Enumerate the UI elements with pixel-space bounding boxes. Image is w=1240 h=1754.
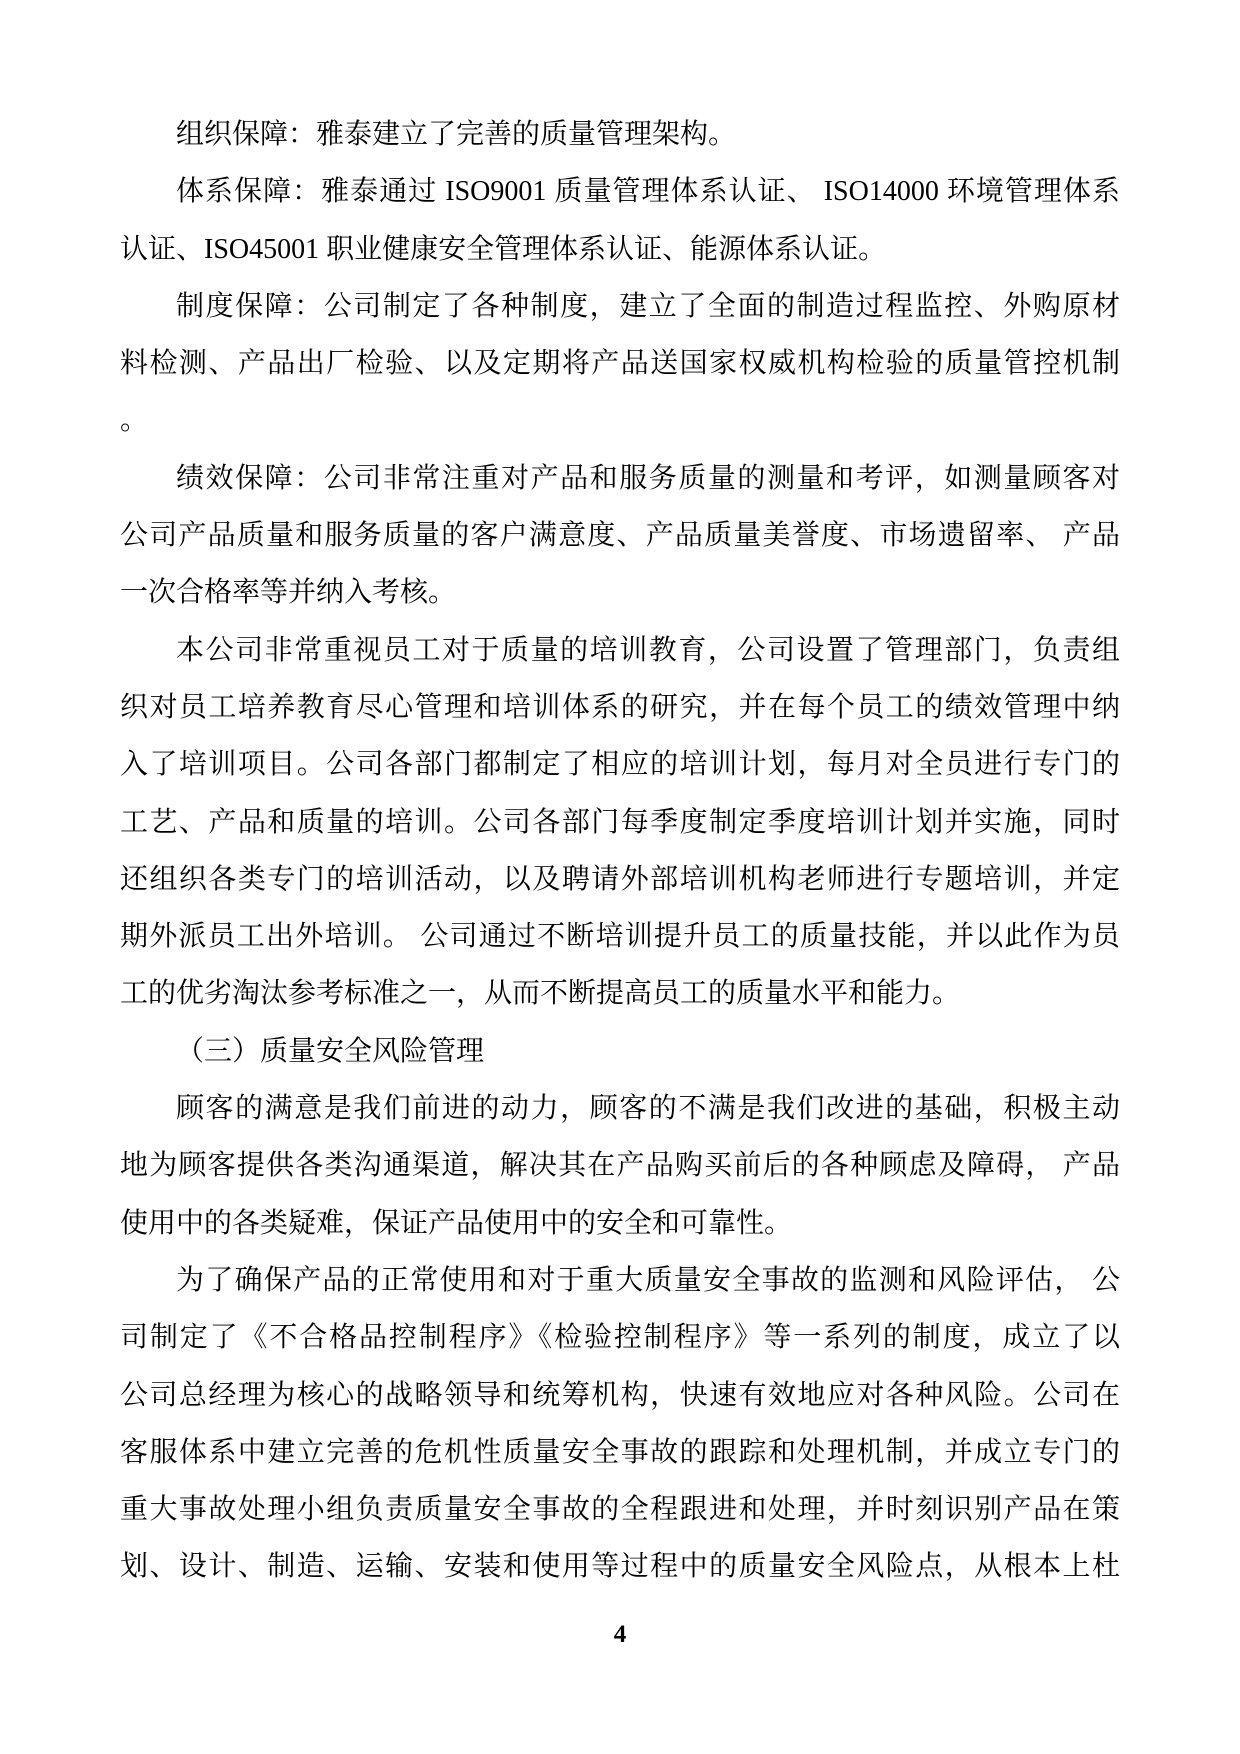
text-line: 还组织各类专门的培训活动，以及聘请外部培训机构老师进行专题培训，并定 [120, 863, 1120, 895]
text-line: 。 [120, 405, 149, 437]
text-line: 期外派员工出外培训。 公司通过不断培训提升员工的质量技能，并以此作为员 [120, 921, 1120, 953]
paragraph [120, 278, 1120, 450]
text-line: 本公司非常重视员工对于质量的培训教育，公司设置了管理部门，负责组 [176, 634, 1120, 666]
text-line: 工艺、产品和质量的培训。公司各部门每季度制定季度培训计划并实施，同时 [120, 806, 1120, 838]
text-line: 料检测、产品出厂检验、以及定期将产品送国家权威机构检验的质量管控机制 [120, 348, 1120, 380]
text-line: 使用中的各类疑难，保证产品使用中的安全和可靠性。 [120, 1207, 793, 1239]
text-line: 公司产品质量和服务质量的客户满意度、产品质量美誉度、市场遗留率、 产品 [120, 520, 1120, 552]
paragraph [120, 622, 1120, 1023]
text-line: 工的优劣淘汰参考标准之一，从而不断提高员工的质量水平和能力。 [120, 978, 961, 1010]
text-line: 重大事故处理小组负责质量安全事故的全程跟进和处理，并时刻识别产品在策 [120, 1494, 1120, 1526]
text-line: 顾客的满意是我们前进的动力，顾客的不满是我们改进的基础，积极主动 [176, 1093, 1120, 1125]
text-line: 体系保障：雅泰通过 ISO9001 质量管理体系认证、 ISO14000 环境管理体系 [176, 176, 1120, 208]
text-line: 为了确保产品的正常使用和对于重大质量安全事故的监测和风险评估， 公 [176, 1264, 1120, 1296]
text-line: 地为顾客提供各类沟通渠道，解决其在产品购买前后的各种顾虑及障碍， 产品 [120, 1150, 1120, 1182]
text-line: 公司总经理为核心的战略领导和统筹机构，快速有效地应对各种风险。公司在 [120, 1379, 1120, 1411]
text-line: 划、设计、制造、运输、安装和使用等过程中的质量安全风险点，从根本上杜 [120, 1551, 1120, 1583]
text-line: 客服体系中建立完善的危机性质量安全事故的跟踪和处理机制，并成立专门的 [120, 1436, 1120, 1468]
text-line: 织对员工培养教育尽心管理和培训体系的研究，并在每个员工的绩效管理中纳 [120, 691, 1120, 723]
text-line: 绩效保障：公司非常注重对产品和服务质量的测量和考评，如测量顾客对 [176, 462, 1120, 494]
document-body [120, 106, 1120, 1596]
text-line: 入了培训项目。公司各部门都制定了相应的培训计划，每月对全员进行专门的 [120, 749, 1120, 781]
text-line: 组织保障：雅泰建立了完善的质量管理架构。 [176, 119, 737, 150]
text-line: 司制定了《不合格品控制程序》《检验控制程序》等一系列的制度，成立了以 [120, 1322, 1120, 1354]
text-line: 制度保障：公司制定了各种制度，建立了全面的制造过程监控、外购原材 [176, 290, 1120, 322]
paragraph [120, 1023, 1120, 1080]
section-heading: （三）质量安全风险管理 [176, 1035, 485, 1067]
text-line: 认证、ISO45001 职业健康安全管理体系认证、能源体系认证。 [120, 233, 887, 265]
paragraph [120, 1252, 1120, 1596]
paragraph [120, 106, 1120, 163]
paragraph [120, 450, 1120, 622]
paragraph [120, 1080, 1120, 1252]
paragraph [120, 163, 1120, 278]
text-line: 一次合格率等并纳入考核。 [120, 577, 457, 609]
page-number: 4 [613, 1621, 627, 1648]
